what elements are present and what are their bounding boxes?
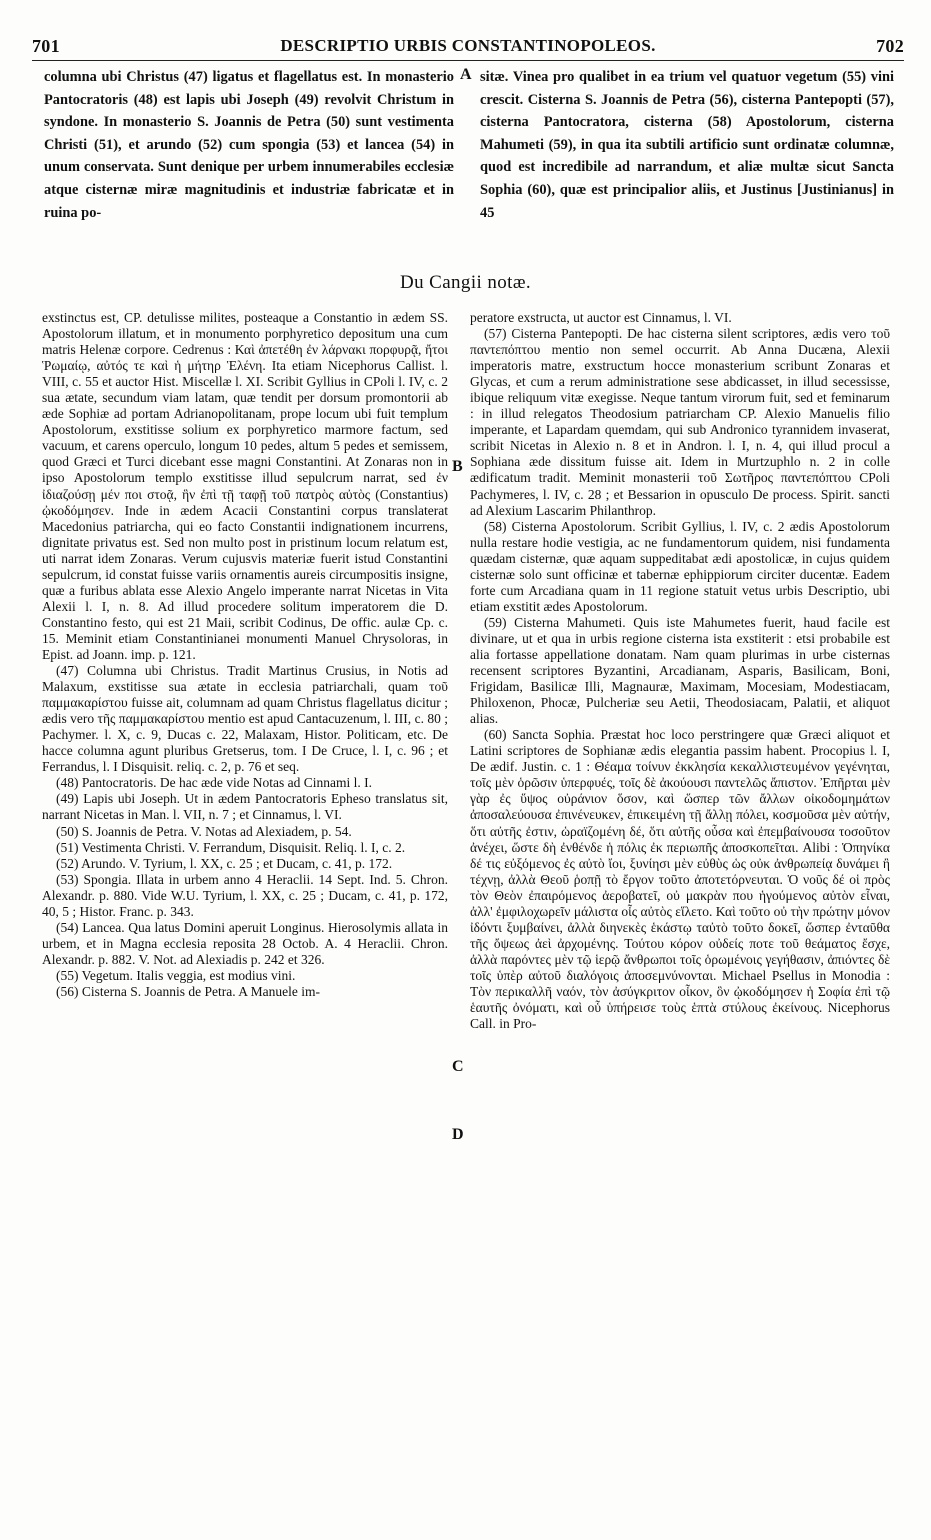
- note-paragraph: (55) Vegetum. Italis veggia, est modius vini.: [56, 967, 296, 983]
- main-text-left: columna ubi Christus (47) ligatus et flagellatus est. In monasterio Pantocratoris (48) est lapis ubi Joseph (49) revolvit Christum in syndone. In monasterio S. Joannis de Petra (50) sunt vestimenta Christi (51), et arundo (52) cum spongia (53) et lancea (54) in unum conservata. Sunt denique per urbem innumerabiles ecclesiæ atque cisternæ miræ magnitudinis et industriæ fabricatæ et in ruina po-: [44, 69, 454, 221]
- margin-marker-c: C: [452, 1058, 464, 1075]
- note-paragraph: (56) Cisterna S. Joannis de Petra. A Manuele im-: [56, 983, 320, 999]
- note-paragraph: (51) Vestimenta Christi. V. Ferrandum, Disquisit. Reliq. l. I, c. 2.: [56, 839, 406, 855]
- note-paragraph: (52) Arundo. V. Tyrium, l. XX, c. 25 ; et Ducam, c. 41, p. 172.: [56, 855, 393, 871]
- margin-marker-a: A: [460, 66, 472, 83]
- note-paragraph: (49) Lapis ubi Joseph. Ut in ædem Pantocratoris Epheso translatus sit, narrant Nicetas in Man. l. VII, n. 7 ; et Cinnamus, l. VI.: [42, 791, 448, 823]
- note-paragraph: (50) S. Joannis de Petra. V. Notas ad Alexiadem, p. 54.: [56, 823, 352, 839]
- notes-right-column: [470, 310, 890, 1032]
- note-paragraph: (48) Pantocratoris. De hac æde vide Notas ad Cinnami l. I.: [56, 775, 373, 791]
- margin-marker-d: D: [452, 1126, 464, 1143]
- note-paragraph: (58) Cisterna Apostolorum. Scribit Gyllius, l. IV, c. 2 ædis Apostolorum nulla restare hodie vestigia, ac ne fundamentorum quidem, nisi fundamenta quædam cisternæ, quæ aquam suppeditabat ædi apostolicæ, in cujus quidem cisternæ solo sunt officinæ et tabernæ ephippiorum circiter ducentæ. Eadem forte cum Arcadiana quam in 11 regione statuit vetus urbis Descriptio, ubi etiam exstitit ædes Apostolorum.: [470, 518, 890, 614]
- note-paragraph: (57) Cisterna Pantepopti. De hac cisterna silent scriptores, ædis vero τοῦ παντεπόπτου mentio non semel occurrit. Ab Anna Ducæna, Alexii imperatoris matre, exstructum hocce monasterium scribunt Zonaras et Glycas, et cum a rerum administratione sese abdicasset, in illud secessisse, ibique reliquum vitæ exegisse. Neque tantum virorum fuit, sed et feminarum : in illud relegatos Theodosium patriarcham CP. Alexio Manuelis filio imperante, et Lapardam quemdam, qui sub Andronico tyrannidem invaserat, scribit Nicetas in Alexio n. 8 et in Andron. l. I, n. 4, qui illud procul a Sophiana æde dissitum fuisse ait. Idem in Murtzuphlo n. 2 in colle ædificatum tradit. Meminit monasterii τοῦ Σωτῆρος παντεπόπτου CPoli Pachymeres, l. IV, c. 28 ; et Bessarion in opusculo De process. Spirit. sancti ad Alexium Lascarim Philanthrop.: [470, 326, 890, 518]
- main-text-right-column: [480, 66, 894, 224]
- main-text-left-column: [44, 66, 454, 224]
- note-paragraph: exstinctus est, CP. detulisse milites, posteaque a Constantio in ædem SS. Apostolorum illatum, et in monumento porphyretico depositum una cum matris Helenæ corpore. Cedrenus : Καὶ ἀπετέθη ἐν λάρνακι πορφυρᾷ, ἤτοι Ῥωμαίῳ, αὐτός τε καὶ ἡ μήτηρ Ἑλένη. Ita etiam Nicephorus Callist. l. VIII, c. 55 et auctor Hist. Miscellæ l. XI. Scribit Gyllius in CPoli l. IV, c. 2 sua ætate, secundum viam latam, quæ tendit per dorsum promontorii ab æde Sophiæ ad portam Adrianopolitanam, prope locum ubi fuit templum Apostolorum, exstitisse solium ex porphyretico marmore factum, sed vacuum, et carens operculo, longum 10 pedes, altum 5 pedes et semissem, quod Græci et Turci dicebant esse magni Constantini. At Zonaras non in ipso Apostolorum templo exstitisse illud sepulcrum narrat, sed ἐν ἰδιαζούσῃ μέν ποι στοᾷ, ἣν ἐπὶ τῇ ταφῇ τοῦ πατρὸς αὐτὸς (Constantius) ᾠκοδόμησεν. Inde in ædem Acacii Constantini corpus translaterat Macedonius patriarcha, qui eo facto Constantii indignationem incurrens, dignitate privatus est. Sed non multo post in pristinum locum relatum est, uti narrat idem Zonaras. Verum cujusvis materiæ fuerit istud Constantini sepulcrum, id constat fuisse variis ornamentis aureis circumpositis insigne, quæ a furibus ablata esse Alexio Angelo imperante narrat Nicetas in Vita Alexii l. I, n. 8. Ad illud procedere solitum imperatorem die D. Constantino festo, qui est 21 Maii, scribit Codinus, De offic. aulæ Cp. c. 15. Meminit etiam Constantinianei monumenti Manuel Chrysoloras, in Epist. ad Joann. imp. p. 121.: [42, 310, 448, 662]
- note-paragraph: (54) Lancea. Qua latus Domini aperuit Longinus. Hierosolymis allata in urbem, et in Magna ecclesia reposita 28 Octob. A. 4 Heraclii. Chron. Alexandr. p. 882. V. Not. ad Alexiadis p. 242 et 326.: [42, 919, 448, 967]
- note-paragraph: (59) Cisterna Mahumeti. Quis iste Mahumetes fuerit, haud facile est divinare, ut et qua in urbis regione cisterna ista exstiterit : etsi probabile est alia fortasse appellatione donatam. Nam quam plurimas in urbe cisternas recensent scriptores Byzantini, Arcadianam, Asparis, Basilicam, Boni, Frigidam, Basilicæ Illi, Magnauræ, Maximam, Mocesiam, Modestiacam, Philoxenon, Phocæ, Pulcheriæ seu Aetii, Theodosiacam, Palatii, et aliquot alias.: [470, 614, 890, 727]
- page-header: [32, 34, 904, 61]
- note-paragraph: (47) Columna ubi Christus. Tradit Martinus Crusius, in Notis ad Malaxum, exstitisse sua ætate in ecclesia patriarchali, quam τοῦ παμμακαρίστου fuisse ait, columnam ad quam Christus flagellatus dicitur ; ædis vero τῆς παμμακαρίστου mentio est apud Cantacuzenum, l. III, c. 80 ; Pachymer. l. X, c. 9, Ducas c. 22, Malaxam, Histor. Politicam, etc. De hacce columna agunt pluribus Gretserus, tom. I De Cruce, l. I, c. 96 ; et Ferrandus, l. I Disquisit. reliq. c. 2, p. 76 et seq.: [42, 663, 448, 775]
- page-number-left: 701: [32, 36, 60, 56]
- note-paragraph: (53) Spongia. Illata in urbem anno 4 Heraclii. 14 Sept. Ind. 5. Chron. Alexandr. p. 880. Vide W.U. Tyrium, l. XX, c. 25 ; Ducam, c. 41, p. 172, 40, 5 ; Histor. Franc. p. 343.: [42, 871, 448, 919]
- notes-left-column: [42, 310, 448, 1000]
- notes-heading: Du Cangii notæ.: [399, 272, 532, 293]
- note-paragraph: peratore exstructa, ut auctor est Cinnamus, l. VI.: [470, 310, 732, 325]
- page-number-right: 702: [876, 36, 904, 56]
- note-paragraph: (60) Sancta Sophia. Præstat hoc loco perstringere quæ Græci aliquot et Latini scriptores de Sophianæ ædis elegantia passim habent. Procopius l. I, De ædif. Justin. c. 1 : Θέαμα τοίνυν ἐκκλησία κεκαλλιστευμένον γεγένηται, τοῖς μὲν ὁρῶσιν ὑπερφυές, τοῖς δὲ ἀκούουσι παντελῶς ἄπιστον. Ἐπῆρται μὲν γὰρ ἐς ὕψος οὐράνιον ὅσον, καὶ ὥσπερ τῶν ἄλλων οἰκοδομημάτων ἀποσαλεύουσα ἐπινένευκεν, ἐπικειμένη τῇ ἄλλῃ πόλει, κοσμοῦσα μὲν αὐτήν, ὅτι αὐτῆς ἐστιν, ὡραϊζομένη δέ, ὅτι αὐτῆς οὖσα καὶ ἐπεμβαίνουσα τοσοῦτον ἀνέχει, ὥστε δὴ ἐνθένδε ἡ πόλις ἐκ περιωπῆς ἀποσκοπεῖται. Alibi : Ὁπηνίκα δέ τις εὐξόμενος ἐς αὐτὸ ἴοι, ξυνίησι μὲν εὐθὺς ὡς οὐκ ἀνθρωπείᾳ δυνάμει ἢ τέχνῃ, ἀλλὰ Θεοῦ ῥοπῇ τὸ ἔργον τοῦτο ἀποτετόρνευται. Ὁ νοῦς δέ οἱ πρὸς τὸν Θεὸν ἐπαιρόμενος ἀεροβατεῖ, οὐ μακρὰν που ἡγούμενος αὐτὸν εἶναι, ἀλλ' ἐμφιλοχωρεῖν μάλιστα οἷς αὐτὸς εἵλετο. Καὶ τοῦτο οὐ τὴν πρώτην μόνον ἰδόντι ξυμβαίνει, ἀλλὰ διηνεκὲς ἑκάστῳ ταὐτὸ τοῦτο δοκεῖ, ὥσπερ ἐνταῦθα τῆς ὄψεως ἀεὶ ἀρχομένης. Τούτου κόρον οὐδείς ποτε τοῦ θεάματος ἔσχε, ἀλλὰ παρόντες μὲν τῷ ἱερῷ ἄνθρωποι τοῖς ὁρωμένοις γεγήθασιν, ἀπιόντες δὲ τοῖς ὑπὲρ αὐτοῦ διαλόγοις ἀποσεμνύνονται. Michael Psellus in Monodia : Τὸν περικαλλῆ ναόν, τὸν ἀσύγκριτον οἶκον, ὃν ᾠκοδόμησεν ἡ Σοφία ἐπὶ τῷ ἑαυτῆς ὀνόματι, καὶ οὗ ὑπήρεισε τοὺς ἑπτὰ στύλους ἐκείνους. Nicephorus Call. in Pro-: [470, 727, 890, 1032]
- running-title: DESCRIPTIO URBIS CONSTANTINOPOLEOS.: [280, 36, 656, 55]
- main-text-right: sitæ. Vinea pro qualibet in ea trium vel quatuor vegetum (55) vini crescit. Cisterna S. Joannis de Petra (56), cisterna Pantepopti (57), cisterna Pantocratora, cisterna (58) Apostolorum, cisterna Mahumeti (59), in qua ita subtili artificio sunt ordinatæ columnæ, quod est incredibile ad narrandum, et aliæ multæ sicut Sancta Sophia (60), quæ est principalior aliis, et Justinus [Justinianus] in 45: [480, 69, 894, 221]
- margin-marker-b: B: [452, 458, 463, 475]
